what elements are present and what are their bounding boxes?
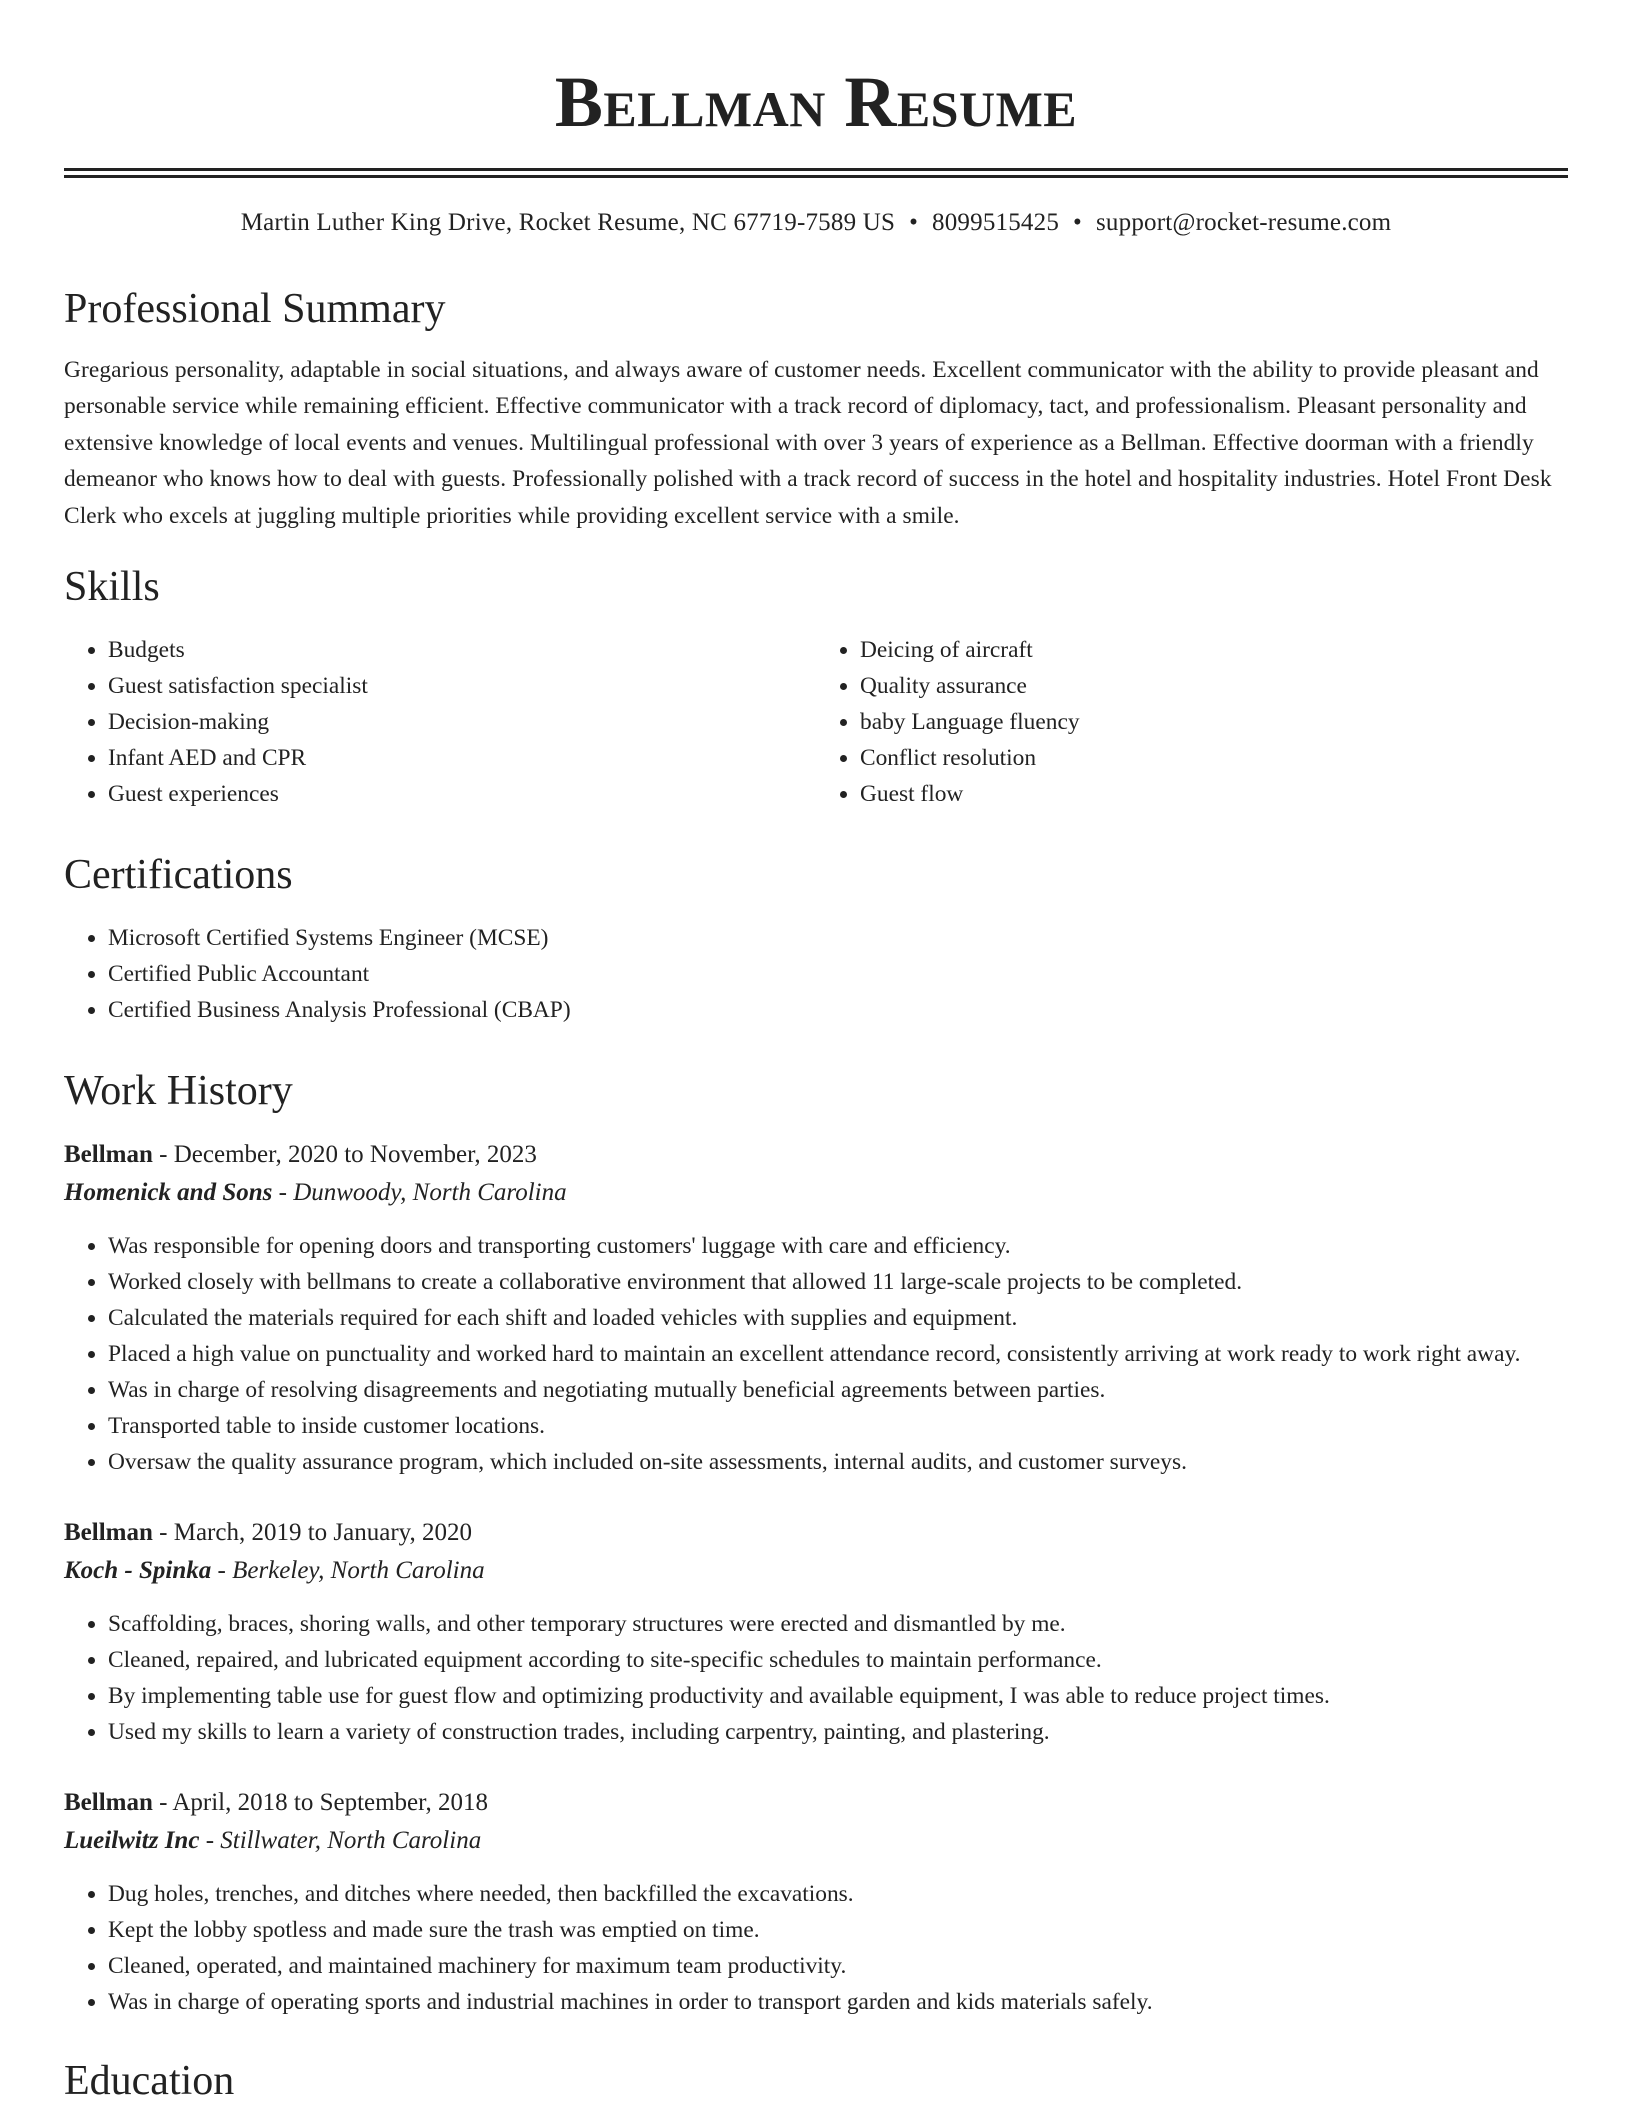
skill-item: • Guest flow xyxy=(860,776,1568,812)
skill-item: • Budgets xyxy=(108,632,816,668)
summary-heading: Professional Summary xyxy=(64,286,446,332)
title-double-rule xyxy=(64,168,1568,178)
contact-address: Martin Luther King Drive, Rocket Resume, NC 67719-7589 US xyxy=(240,209,896,236)
job-bullet: • Dug holes, trenches, and ditches where needed, then backfilled the excavations. xyxy=(108,1876,1568,1912)
job-bullets xyxy=(64,1606,1568,1750)
job-bullet: • Was in charge of operating sports and industrial machines in order to transport garden and kids materials safely. xyxy=(108,1984,1568,2020)
job-bullet: • Cleaned, repaired, and lubricated equipment according to site-specific schedules to maintain performance. xyxy=(108,1642,1568,1678)
job-title: Bellman xyxy=(64,1141,153,1169)
job-employer-line xyxy=(64,1174,1568,1212)
job-bullet: • Worked closely with bellmans to create a collaborative environment that allowed 11 large-scale projects to be completed. xyxy=(108,1264,1568,1300)
resume-page xyxy=(64,0,1568,2106)
job-bullet: • Scaffolding, braces, shoring walls, and other temporary structures were erected and dismantled by me. xyxy=(108,1606,1568,1642)
job-location: - Stillwater, North Carolina xyxy=(199,1827,482,1855)
contact-email: support@rocket-resume.com xyxy=(1095,209,1392,236)
contact-separator: • xyxy=(1073,209,1082,236)
skills-heading: Skills xyxy=(64,564,160,611)
work-history-heading: Work History xyxy=(64,1068,293,1115)
job-title-line xyxy=(64,1136,1568,1174)
skills-left-list xyxy=(64,632,816,812)
education-heading: Education xyxy=(64,2058,235,2105)
job-bullet: • Was responsible for opening doors and transporting customers' luggage with care and efficiency. xyxy=(108,1228,1568,1264)
job-dates: - March, 2019 to January, 2020 xyxy=(152,1519,473,1547)
contact-separator: • xyxy=(909,209,919,236)
job-bullet: • Was in charge of resolving disagreements and negotiating mutually beneficial agreements between parties. xyxy=(108,1372,1568,1408)
job-dates: - December, 2020 to November, 2023 xyxy=(152,1141,537,1169)
job-bullet: • Transported table to inside customer locations. xyxy=(108,1408,1568,1444)
contact-line xyxy=(64,206,1568,240)
skill-item: • baby Language fluency xyxy=(860,704,1568,740)
job-bullet: • Cleaned, operated, and maintained machinery for maximum team productivity. xyxy=(108,1948,1568,1984)
job-bullet: • Oversaw the quality assurance program, which included on-site assessments, internal audits, and customer surveys. xyxy=(108,1444,1568,1480)
skill-item: • Guest experiences xyxy=(108,776,816,812)
skills-right-list xyxy=(816,632,1568,812)
job-employer-line xyxy=(64,1552,1568,1590)
skill-item: • Conflict resolution xyxy=(860,740,1568,776)
contact-phone: 8099515425 xyxy=(932,209,1060,236)
skill-item: • Quality assurance xyxy=(860,668,1568,704)
job-dates: - April, 2018 to September, 2018 xyxy=(152,1789,488,1817)
certification-item: • Certified Public Accountant xyxy=(108,956,1568,992)
job-employer: Koch - Spinka xyxy=(64,1557,212,1585)
resume-title: Bellman Resume xyxy=(554,62,1078,142)
skill-item: • Deicing of aircraft xyxy=(860,632,1568,668)
job-employer: Lueilwitz Inc xyxy=(64,1827,200,1855)
certification-item: • Microsoft Certified Systems Engineer (MCSE) xyxy=(108,920,1568,956)
certifications-heading: Certifications xyxy=(64,852,293,899)
skill-item: • Guest satisfaction specialist xyxy=(108,668,816,704)
summary-text: Gregarious personality, adaptable in social situations, and always aware of customer needs. Excellent communicator with the ability to provide pleasant and personable service while remaining efficient. Effective communicator with a track record of diplomacy, tact, and professionalism. Pleasant personality and extensive knowledge of local events and venues. Multilingual professional with over 3 years of experience as a Bellman. Effective doorman with a friendly demeanor who knows how to deal with guests. Professionally polished with a track record of success in the hotel and hospitality industries. Hotel Front Desk Clerk who excels at juggling multiple priorities while providing excellent service with a smile. xyxy=(64,357,1552,529)
job-entry xyxy=(64,1514,1568,1750)
job-employer: Homenick and Sons xyxy=(64,1179,273,1207)
job-bullets xyxy=(64,1228,1568,1480)
job-entry xyxy=(64,1136,1568,1480)
certifications-list xyxy=(64,920,1568,1028)
job-bullets xyxy=(64,1876,1568,2020)
certification-item: • Certified Business Analysis Professional (CBAP) xyxy=(108,992,1568,1028)
skill-item: • Decision-making xyxy=(108,704,816,740)
job-location: - Berkeley, North Carolina xyxy=(211,1557,485,1585)
skills-columns xyxy=(64,632,1568,812)
job-bullet: • Calculated the materials required for each shift and loaded vehicles with supplies and equipment. xyxy=(108,1300,1568,1336)
job-employer-line xyxy=(64,1822,1568,1860)
job-title-line xyxy=(64,1514,1568,1552)
job-location: - Dunwoody, North Carolina xyxy=(272,1179,567,1207)
job-title: Bellman xyxy=(64,1789,153,1817)
job-bullet: • Used my skills to learn a variety of construction trades, including carpentry, painting, and plastering. xyxy=(108,1714,1568,1750)
skill-item: • Infant AED and CPR xyxy=(108,740,816,776)
job-title-line xyxy=(64,1784,1568,1822)
job-bullet: • By implementing table use for guest flow and optimizing productivity and available equipment, I was able to reduce project times. xyxy=(108,1678,1568,1714)
job-entry xyxy=(64,1784,1568,2020)
job-title: Bellman xyxy=(64,1519,153,1547)
job-bullet: • Kept the lobby spotless and made sure the trash was emptied on time. xyxy=(108,1912,1568,1948)
job-bullet: • Placed a high value on punctuality and worked hard to maintain an excellent attendance record, consistently arriving at work ready to work right away. xyxy=(108,1336,1568,1372)
